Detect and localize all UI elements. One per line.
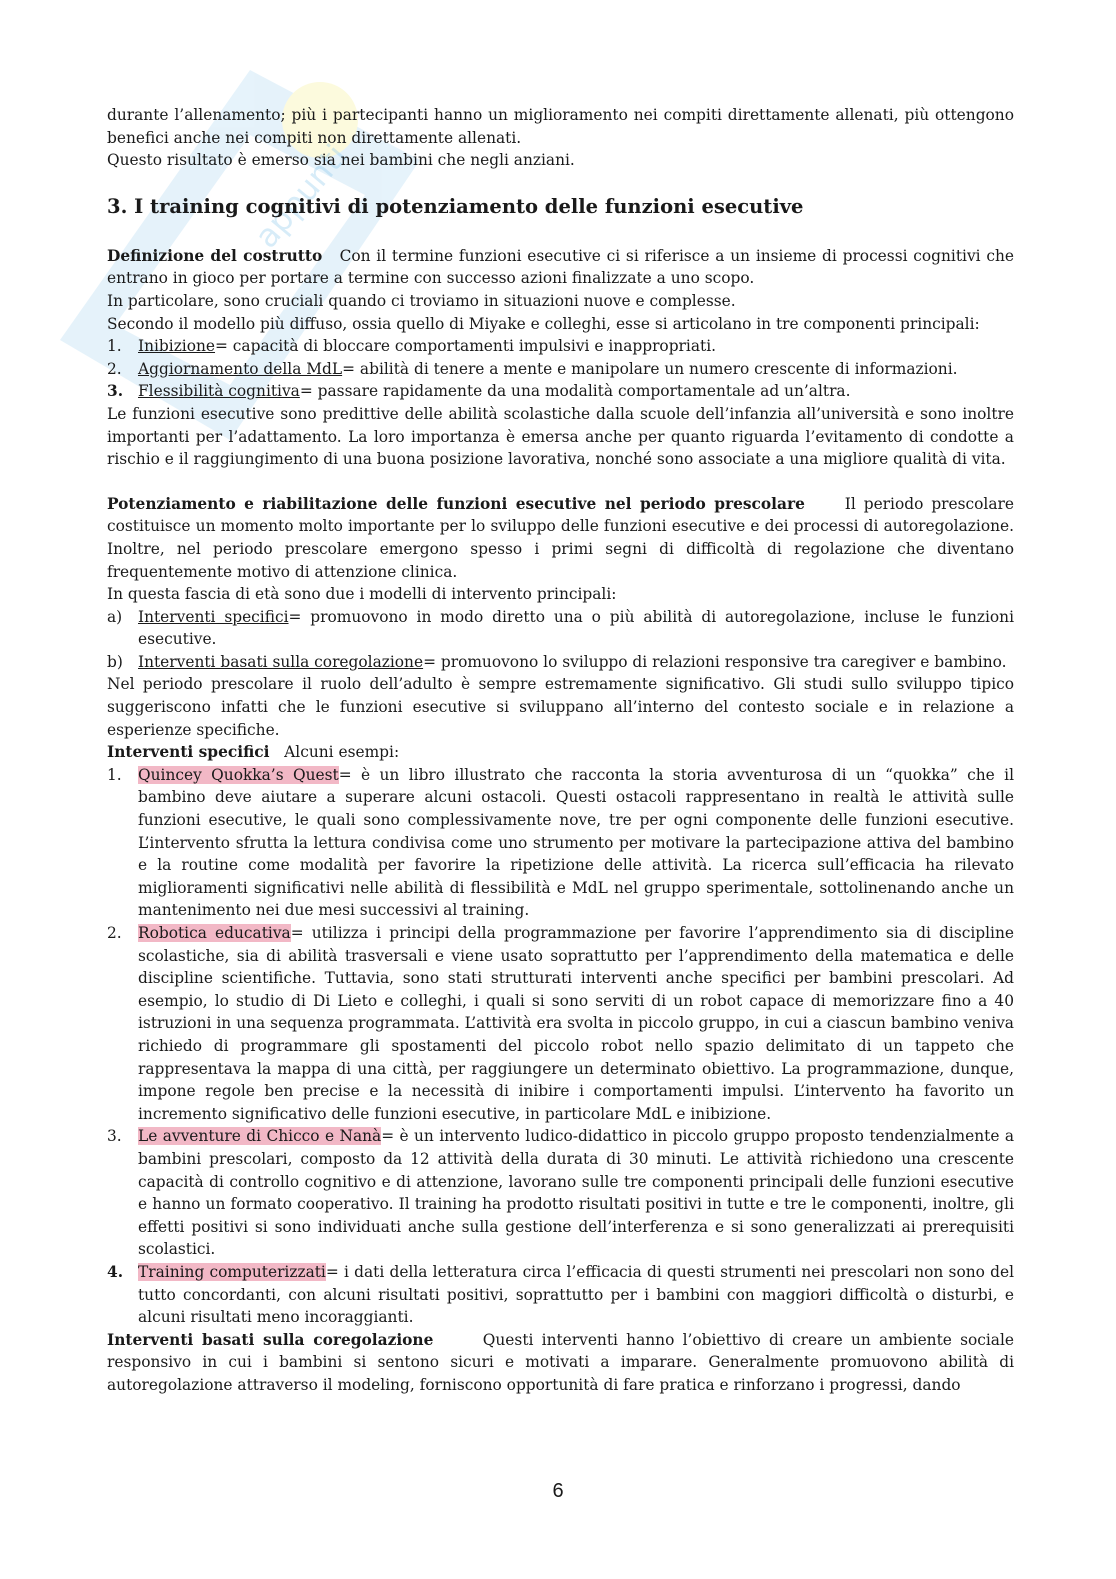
watermark-text: appunti xyxy=(247,137,355,256)
definition-lead: Definizione del costrutto xyxy=(107,246,323,265)
example-item: 4. Training computerizzati= i dati della letteratura circa l’efficacia di questi strumenti nei prescolari non sono del tutto concordanti, con alcuni risultati positivi, soprattutto per i bambini con maggiori difficoltà o disturbi, e alcuni risultati meno incoraggianti. xyxy=(107,1262,1014,1327)
preschool-paragraph-2: In questa fascia di età sono due i modelli di intervento principali: xyxy=(107,585,617,604)
definition-paragraph-2: In particolare, sono cruciali quando ci troviamo in situazioni nuove e complesse. xyxy=(107,291,736,310)
component-item: 1. Inibizione= capacità di bloccare comportamenti impulsivi e inappropriati. xyxy=(107,337,717,356)
component-term: Inibizione xyxy=(138,337,216,356)
preschool-paragraph-3: Nel periodo prescolare il ruolo dell’adulto è sempre estremamente significativo. Gli studi sullo sviluppo tipico suggeriscono infatti che le funzioni esecutive si sviluppano all’interno del contesto sociale e in relazione a esperienze specifiche. xyxy=(107,675,1014,739)
example-item: 1. Quincey Quokka’s Quest= è un libro illustrato che racconta la storia avventurosa di un “quokka” che il bambino deve aiutare a superare alcuni ostacoli. Questi ostacoli rappresentano in realtà le attività sulle funzioni esecutive, le quali sono complessivamente nove, tre per ogni componente delle funzioni esecutive. L’intervento sfrutta la lettura condivisa come uno strumento per motivare la partecipazione attiva del bambino e la routine come modalità per favorire la ripetizione delle attività. La ricerca sull’efficacia ha rilevato miglioramenti significativi nelle abilità di flessibilità e MdL nel gruppo sperimentale, sottolinenando anche un mantenimento nei due mesi successivi al training. xyxy=(107,765,1015,920)
preschool-paragraph xyxy=(107,493,1014,583)
model-term: Interventi specifici xyxy=(138,607,289,626)
preschool-lead: Potenziamento e riabilitazione delle funzioni esecutive nel periodo prescolare xyxy=(107,494,805,513)
component-term: Flessibilità cognitiva xyxy=(138,382,300,401)
example-item: 2. Robotica educativa= utilizza i principi della programmazione per favorire l’apprendimento sia di discipline scolastiche, sia di abilità trasversali e viene usato soprattutto per l’apprendimento della matematica e delle discipline scientifiche. Tuttavia, sono stati strutturati interventi anche specifici per bambini prescolari. Ad esempio, lo studio di Di Lieto e colleghi, i quali si sono serviti di un robot capace di memorizzare fino a 40 istruzioni in una sequenza programmata. L’attività era svolta in piccolo gruppo, in cui a ciascun bambino veniva richiedo di programmare gli spostamenti del piccolo robot nello spazio delimitato di un tappeto che rappresentava la mappa di una città, per raggiungere un determinato obiettivo. La programmazione, dunque, impone regole ben precise e la necessità di inibire i comportamenti impulsi. L’intervento ha favorito un incremento significativo delle funzioni esecutive, in particolare MdL e inibizione. xyxy=(107,924,1014,1123)
intro-paragraph-2: Questo risultato è emerso sia nei bambini che negli anziani. xyxy=(107,151,575,170)
example-term: Quincey Quokka’s Quest xyxy=(138,765,339,784)
coreg-lead: Interventi basati sulla coregolazione xyxy=(107,1330,434,1349)
definition-text: Con il termine funzioni esecutive ci si riferisce a un insieme di processi cognitivi che entrano in gioco per portare a termine con successo azioni finalizzate a uno scopo. xyxy=(107,246,1014,288)
example-term: Le avventure di Chicco e Nanà xyxy=(138,1127,382,1146)
document-page xyxy=(107,104,1014,1396)
preschool-text: Il periodo prescolare costituisce un momento molto importante per lo sviluppo delle funzioni esecutive e dei processi di autoregolazione. Inoltre, nel periodo prescolare emergono spesso i primi segni di difficoltà di regolazione che diventano frequentemente motivo di attenzione clinica. xyxy=(107,494,1014,581)
model-item: a) Interventi specifici= promuovono in modo diretto una o più abilità di autoregolazione, incluse le funzioni esecutive. xyxy=(107,607,1014,649)
definition-paragraph xyxy=(107,245,1014,290)
example-term: Robotica educativa xyxy=(138,924,291,942)
coreg-paragraph: Interventi basati sulla coregolazione Questi interventi hanno l’obiettivo di creare un ambiente sociale responsivo in cui i bambini si sentono sicuri e motivati a imparare. Generalmente promuovono abilità di autoregolazione attraverso il modeling, forniscono opportunità di fare pratica e rinforzano i progressi, dando xyxy=(107,1330,1015,1394)
component-item: 2. Aggiornamento della MdL= abilità di tenere a mente e manipolare un numero crescente di informazioni. xyxy=(107,359,958,378)
example-item: 3. Le avventure di Chicco e Nanà= è un intervento ludico-didattico in piccolo gruppo proposto tendenzialmente a bambini prescolari, composto da 12 attività della durata di 30 minuti. Le attività richiedono una crescente capacità di controllo cognitivo e di attenzione, lavorano sulle tre componenti principali delle funzioni esecutive e hanno un formato cooperativo. Il training ha prodotto risultati positivi in tutte e tre le componenti, inoltre, gli effetti positivi si sono individuati anche sulla gestione dell’interferenza e si sono generalizzati ai prerequisiti scolastici. xyxy=(107,1127,1015,1259)
component-term: Aggiornamento della MdL xyxy=(138,359,343,378)
page-number: 6 xyxy=(552,1480,564,1502)
specific-heading: Interventi specifici Alcuni esempi: xyxy=(107,743,400,762)
model-item: b) Interventi basati sulla coregolazione= promuovono lo sviluppo di relazioni responsive tra caregiver e bambino. xyxy=(107,652,1007,671)
model-term: Interventi basati sulla coregolazione xyxy=(138,652,424,671)
component-item: 3. Flessibilità cognitiva= passare rapidamente da una modalità comportamentale ad un’altra. xyxy=(107,382,851,401)
definition-paragraph-3: Secondo il modello più diffuso, ossia quello di Miyake e colleghi, esse si articolano in tre componenti principali: xyxy=(107,314,980,333)
section-title: 3. I training cognitivi di potenziamento delle funzioni esecutive xyxy=(107,194,804,218)
specific-lead: Interventi specifici xyxy=(107,743,270,762)
definition-paragraph-4: Le funzioni esecutive sono predittive delle abilità scolastiche dalla scuole dell’infanzia all’università e sono inoltre importanti per l’adattamento. La loro importanza è emersa anche per quanto riguarda l’evitamento di condotte a rischio e il raggiungimento di una buona posizione lavorativa, nonché sono associate a una migliore qualità di vita. xyxy=(107,404,1014,469)
intro-paragraph: durante l’allenamento; più i partecipanti hanno un miglioramento nei compiti direttamente allenati, più ottengono benefici anche nei compiti non direttamente allenati. xyxy=(107,106,1014,147)
example-term: Training computerizzati xyxy=(138,1262,326,1281)
